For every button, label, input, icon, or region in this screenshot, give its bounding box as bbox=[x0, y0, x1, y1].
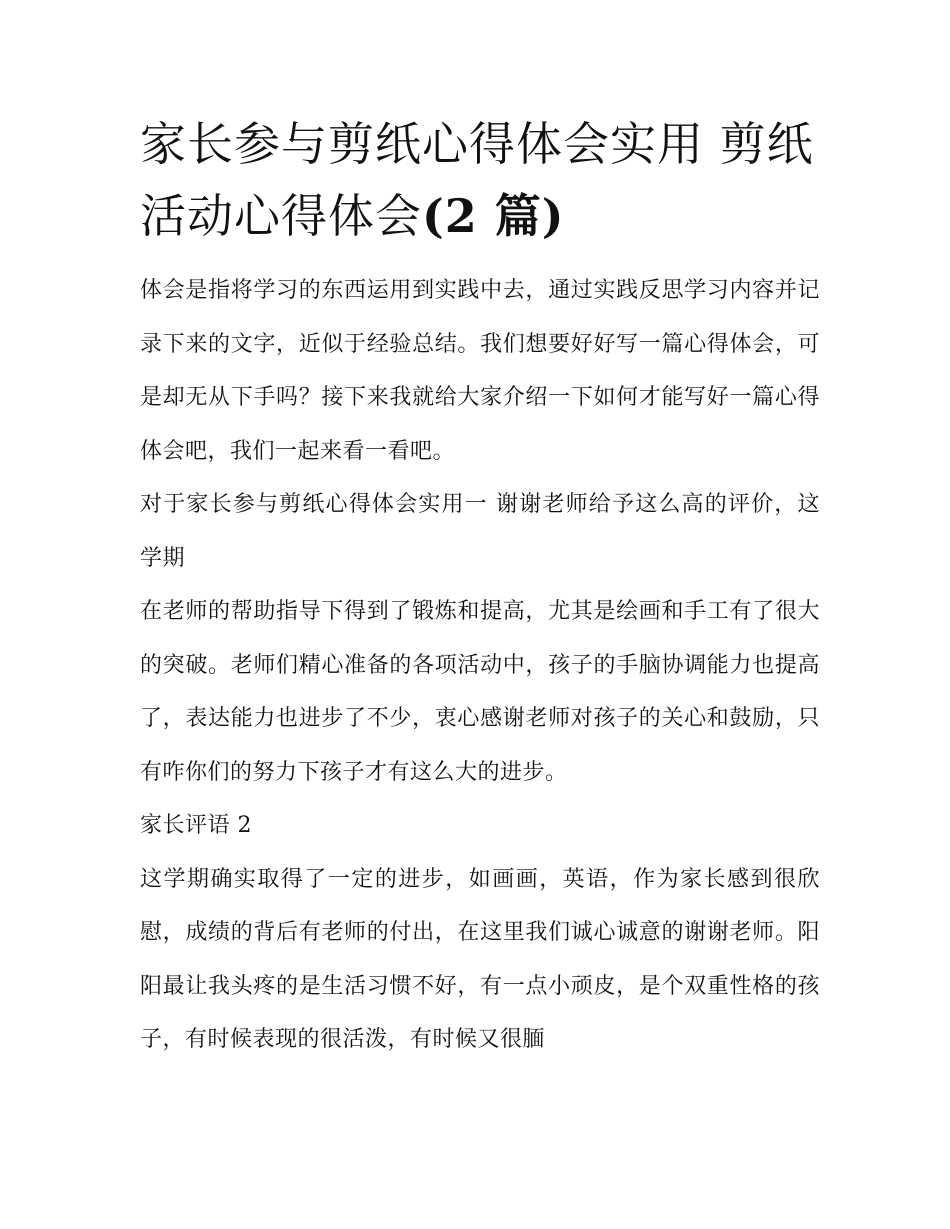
paragraph-intro: 体会是指将学习的东西运用到实践中去，通过实践反思学习内容并记录下来的文字，近似于经验总结。我们想要好好写一篇心得体会，可是却无从下手吗？接下来我就给大家介绍一下如何才能写好一篇心得体会吧，我们一起来看一看吧。 bbox=[140, 278, 820, 464]
paragraph-heading-1: 对于家长参与剪纸心得体会实用一 谢谢老师给予这么高的评价，这学期 bbox=[140, 492, 820, 571]
document-body bbox=[140, 264, 820, 1067]
paragraph-review-2: 这学期确实取得了一定的进步，如画画，英语，作为家长感到很欣慰，成绩的背后有老师的付出，在这里我们诚心诚意的谢谢老师。阳阳最让我头疼的是生活习惯不好，有一点小顽皮，是个双重性格的孩子，有时候表现的很活泼，有时候又很腼 bbox=[140, 866, 820, 1052]
paragraph-heading-2: 家长评语 2 bbox=[140, 813, 252, 838]
document-page bbox=[140, 108, 820, 1067]
title-text: 家长参与剪纸心得体会实用 剪纸活动心得体会 bbox=[140, 117, 814, 243]
document-title bbox=[140, 108, 820, 252]
paragraph-review-1: 在老师的帮助指导下得到了锻炼和提高，尤其是绘画和手工有了很大的突破。老师们精心准备的各项活动中，孩子的手脑协调能力也提高了，表达能力也进步了不少，衷心感谢老师对孩子的关心和鼓励，只有咋你们的努力下孩子才有这么大的进步。 bbox=[140, 599, 820, 785]
title-count: (2 篇) bbox=[422, 189, 565, 243]
